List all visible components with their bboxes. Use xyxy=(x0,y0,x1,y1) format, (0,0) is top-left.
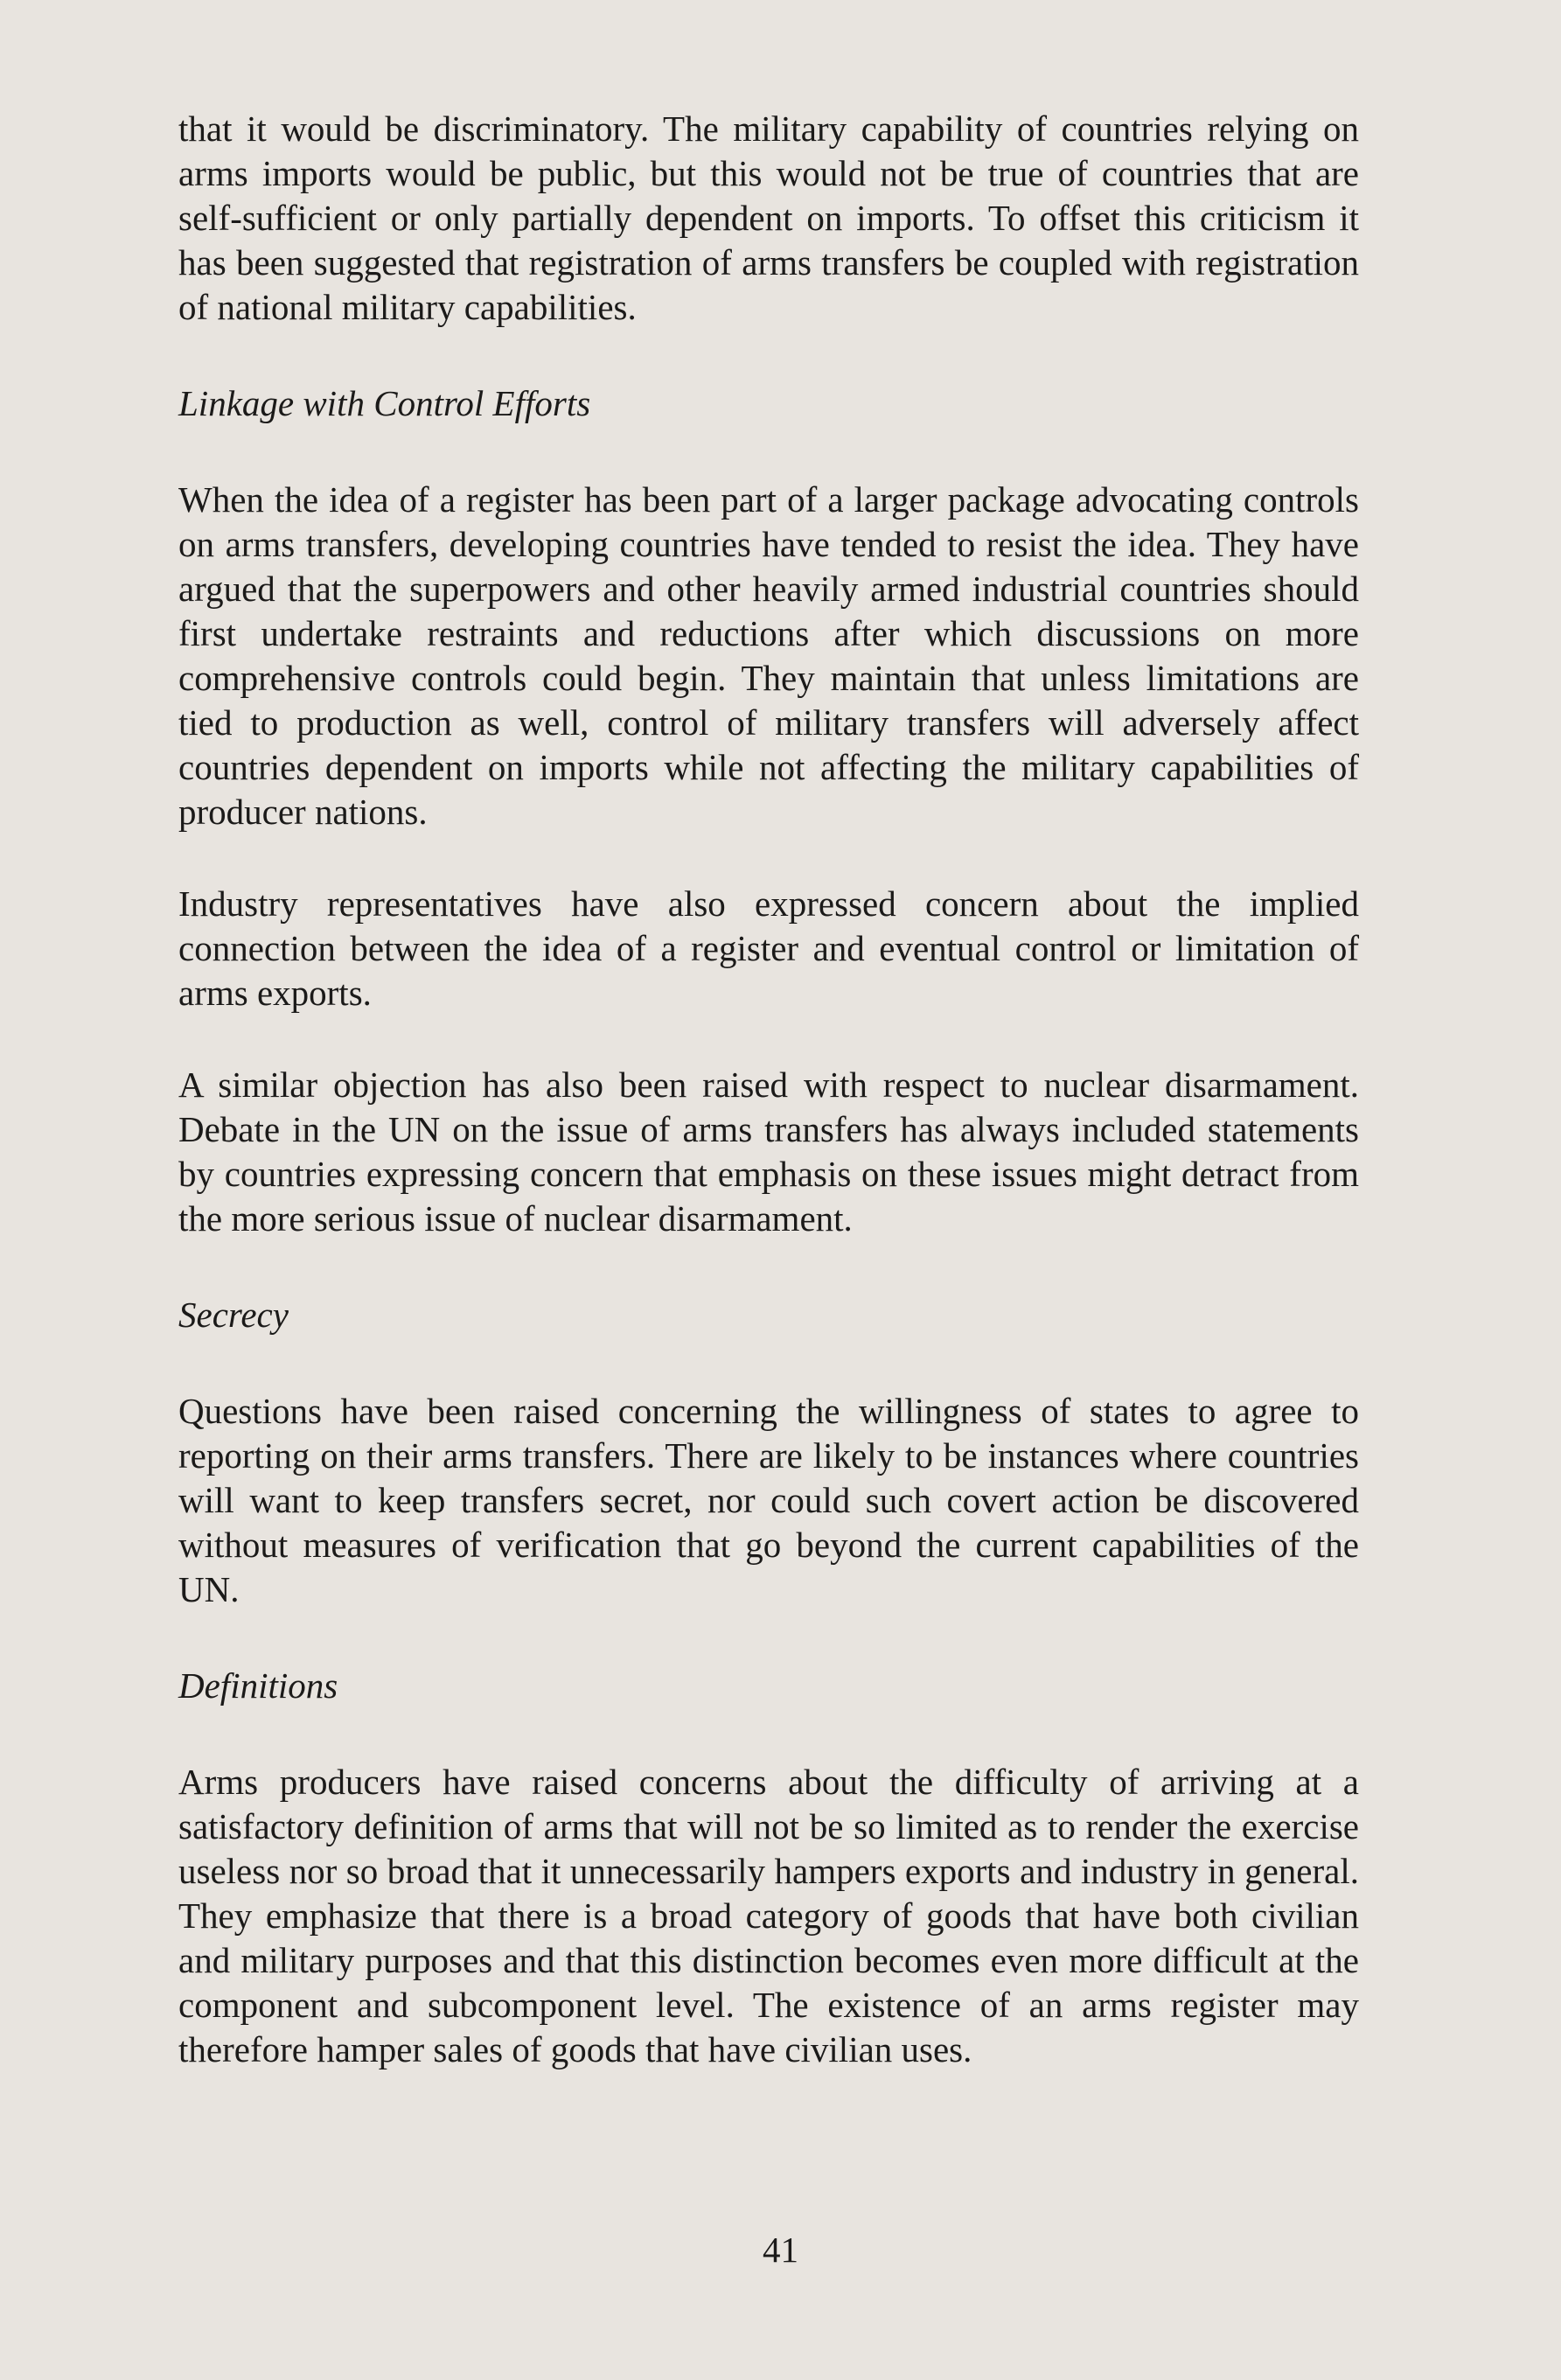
heading-secrecy: Secrecy xyxy=(178,1295,289,1335)
paragraph-secrecy-questions: Questions have been raised concerning the willingness of states to agree to reporting on their arms transfers. There are likely to be instances where countries will want to keep transfers secret, nor could such covert action be discovered without measures of verification that go beyond the current capabilities of the UN. xyxy=(178,1391,1359,1609)
paragraph-nuclear-disarmament: A similar objection has also been raised with respect to nuclear disarmament. Debate in the UN on the issue of arms transfers has always included statements by countries expressing concern that emphasis on these issues might detract from the more serious issue of nuclear disarmament. xyxy=(178,1064,1359,1239)
paragraph-registration-capabilities: that it would be discriminatory. The military capability of countries relying on arms imports would be public, but this would not be true of countries that are self-sufficient or only partially dependent on imports. To offset this criticism it has been suggested that registration of arms transfers be coupled with registration of national military capabilities. xyxy=(178,108,1359,327)
paragraph-industry-representatives: Industry representatives have also expressed concern about the implied connection between the idea of a register and eventual control or limitation of arms exports. xyxy=(178,883,1359,1013)
heading-linkage-with-control-efforts: Linkage with Control Efforts xyxy=(178,383,591,423)
page-number: 41 xyxy=(763,2230,798,2270)
paragraph-developing-countries-resist: When the idea of a register has been part of a larger package advocating controls on arms transfers, developing countries have tended to resist the idea. They have argued that the superpowers and other heavily armed industrial countries should first undertake restraints and reductions after which discussions on more comprehensive controls could begin. They maintain that unless limitations are tied to production as well, control of military transfers will adversely affect countries dependent on imports while not affecting the military capabilities of producer nations. xyxy=(178,479,1359,832)
heading-definitions: Definitions xyxy=(178,1665,338,1706)
paragraph-definitions-concerns: Arms producers have raised concerns about the difficulty of arriving at a satisfactory definition of arms that will not be so limited as to render the exercise useless nor so broad that it unnecessarily hampers exports and industry in general. They emphasize that there is a broad category of goods that have both civilian and military purposes and that this distinction becomes even more difficult at the component and subcomponent level. The existence of an arms register may therefore hamper sales of goods that have civilian uses. xyxy=(178,1762,1359,2069)
page-body xyxy=(178,107,1359,2072)
